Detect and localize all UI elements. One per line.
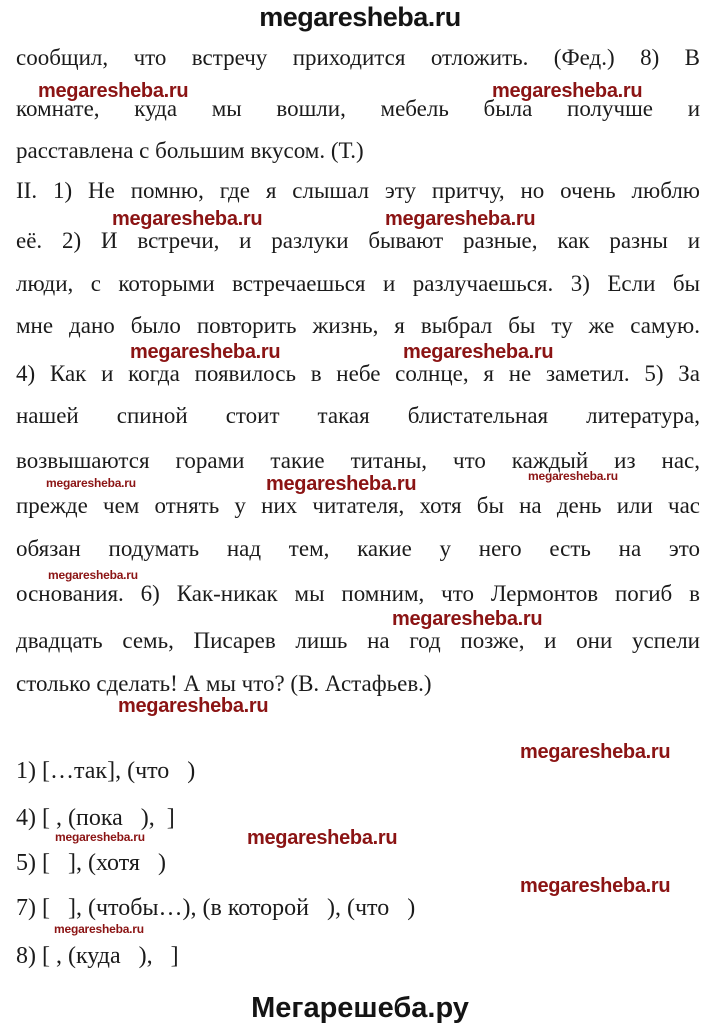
- body-text-line: прежде чем отнять у них читателя, хотя бы на день или час: [16, 493, 700, 518]
- watermark-text: megaresheba.ru: [118, 695, 269, 717]
- watermark-text: megaresheba.ru: [55, 830, 145, 844]
- watermark-text: megaresheba.ru: [528, 469, 618, 483]
- watermark-text: megaresheba.ru: [385, 208, 536, 230]
- body-text-line: нашей спиной стоит такая блистательная литература,: [16, 403, 700, 428]
- watermark-text: megaresheba.ru: [520, 741, 671, 763]
- body-text-line: обязан подумать над тем, какие у него есть на это: [16, 536, 700, 561]
- sentence-scheme-line: 8) [ , (куда ), ]: [16, 943, 179, 969]
- header-watermark: megaresheba.ru: [259, 2, 461, 32]
- body-text-line: II. 1) Не помню, где я слышал эту притчу, но очень люблю: [16, 178, 700, 203]
- body-text-line: сообщил, что встречу приходится отложить. (Фед.) 8) В: [16, 45, 700, 70]
- sentence-scheme-line: 4) [ , (пока ), ]: [16, 805, 175, 831]
- watermark-text: megaresheba.ru: [520, 875, 671, 897]
- body-text-line: столько сделать! А мы что? (В. Астафьев.): [16, 671, 432, 696]
- footer-watermark: Мегарешеба.ру: [251, 992, 469, 1024]
- watermark-text: megaresheba.ru: [112, 208, 263, 230]
- watermark-text: megaresheba.ru: [38, 80, 189, 102]
- watermark-text: megaresheba.ru: [54, 922, 144, 936]
- body-text-line: основания. 6) Как-никак мы помним, что Лермонтов погиб в: [16, 581, 700, 606]
- sentence-scheme-line: 7) [ ], (чтобы…), (в которой ), (что ): [16, 895, 416, 921]
- body-text-line: люди, с которыми встречаешься и разлучаешься. 3) Если бы: [16, 271, 700, 296]
- sentence-scheme-line: 5) [ ], (хотя ): [16, 850, 166, 876]
- sentence-scheme-line: 1) […так], (что ): [16, 758, 196, 784]
- watermark-text: megaresheba.ru: [403, 341, 554, 363]
- body-text-line: мне дано было повторить жизнь, я выбрал бы ту же самую.: [16, 313, 700, 338]
- watermark-text: megaresheba.ru: [392, 608, 543, 630]
- body-text-line: её. 2) И встречи, и разлуки бывают разные, как разны и: [16, 228, 700, 253]
- watermark-text: megaresheba.ru: [46, 476, 136, 490]
- body-text-line: 4) Как и когда появилось в небе солнце, я не заметил. 5) За: [16, 361, 700, 386]
- watermark-text: megaresheba.ru: [130, 341, 281, 363]
- watermark-text: megaresheba.ru: [492, 80, 643, 102]
- body-text-line: двадцать семь, Писарев лишь на год позже, и они успели: [16, 628, 700, 653]
- watermark-text: megaresheba.ru: [247, 827, 398, 849]
- body-text-line: комнате, куда мы вошли, мебель была получше и: [16, 96, 700, 121]
- watermark-text: megaresheba.ru: [48, 568, 138, 582]
- body-text-line: расставлена с большим вкусом. (Т.): [16, 138, 364, 163]
- body-text-line: возвышаются горами такие титаны, что каждый из нас,: [16, 448, 700, 473]
- watermark-text: megaresheba.ru: [266, 473, 417, 495]
